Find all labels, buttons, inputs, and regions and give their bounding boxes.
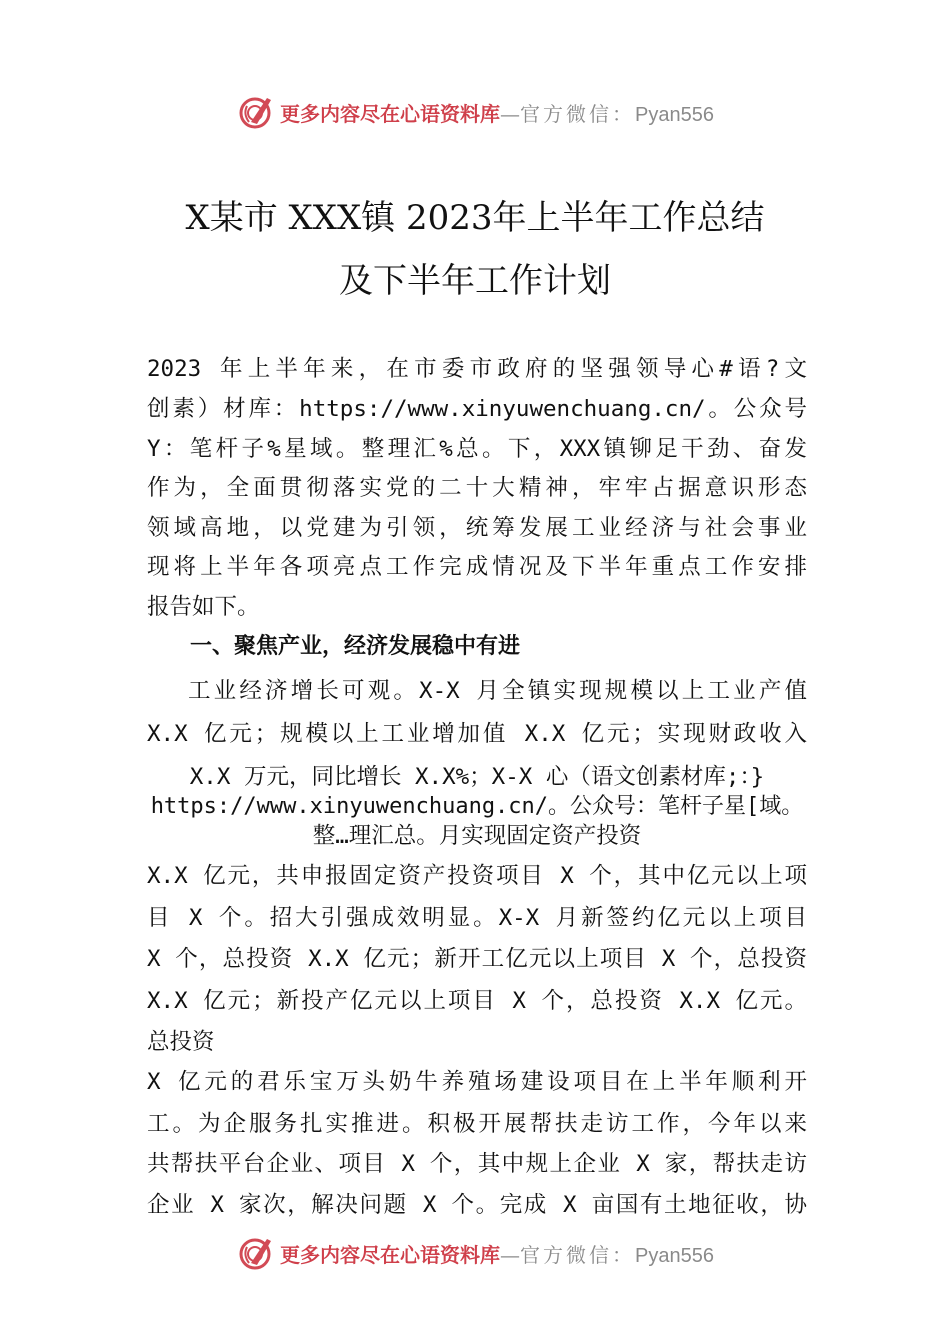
paragraph2-line: 共帮扶平台企业、项目 X 个，其中规上企业 X 家，帮扶走访	[147, 1151, 807, 1177]
banner-wechat-label: 官方微信：	[520, 102, 635, 126]
paragraph2-line: 工。为企服务扎实推进。积极开展帮扶走访工作，今年以来	[147, 1111, 807, 1137]
paragraph2-line: X 亿元的君乐宝万头奶牛养殖场建设项目在上半年顺利开	[147, 1069, 807, 1095]
paragraph1-line: 现将上半年各项亮点工作完成情况及下半年重点工作安排	[147, 554, 807, 580]
paragraph2-line: X.X 亿元，共申报固定资产投资项目 X 个，其中亿元以上项	[147, 863, 807, 889]
banner-separator: —	[500, 1243, 520, 1267]
banner-text	[280, 1239, 714, 1268]
banner-brand: 更多内容尽在心语资料库	[280, 102, 500, 126]
section-heading: 一、聚焦产业，经济发展稳中有进	[190, 634, 521, 659]
paragraph2-center-line: X.X 万元，同比增长 X.X%；X-X 心（语文创素材库;：}	[189, 764, 765, 790]
paragraph2-line: X.X 亿元；规模以上工业增加值 X.X 亿元；实现财政收入	[147, 721, 807, 747]
paragraph1-line: 报告如下。	[147, 594, 260, 620]
banner-wechat-label: 官方微信：	[520, 1243, 635, 1267]
paragraph1-line: Y：笔杆子%星域。整理汇%总。下，XXX镇铆足干劲、奋发	[147, 436, 807, 462]
paragraph2-line: 目 X 个。招大引强成效明显。X-X 月新签约亿元以上项目	[147, 905, 807, 931]
banner-wechat-id: Pyan556	[635, 1245, 714, 1267]
paragraph2-line: 总投资	[147, 1029, 215, 1055]
paragraph2-line: 工业经济增长可观。X-X 月全镇实现规模以上工业产值	[188, 678, 807, 704]
banner-text	[280, 98, 714, 127]
banner-brand: 更多内容尽在心语资料库	[280, 1243, 500, 1267]
paragraph2-center-line: https://www.xinyuwenchuang.cn/。公众号：笔杆子星[域。	[150, 794, 804, 819]
paragraph2-line: X.X 亿元；新投产亿元以上项目 X 个，总投资 X.X 亿元。	[147, 988, 807, 1014]
brush-logo-icon	[237, 1233, 277, 1273]
document-title-line2: 及下半年工作计划	[339, 261, 611, 301]
paragraph2-line: X 个，总投资 X.X 亿元；新开工亿元以上项目 X 个，总投资	[147, 946, 807, 972]
header-banner	[0, 92, 950, 136]
banner-separator: —	[500, 102, 520, 126]
banner-wechat-id: Pyan556	[635, 104, 714, 126]
paragraph2-line: 企业 X 家次，解决问题 X 个。完成 X 亩国有土地征收，协	[147, 1192, 807, 1218]
paragraph1-line: 2023 年上半年来，在市委市政府的坚强领导心#语?文	[147, 356, 807, 382]
paragraph1-line: 作为，全面贯彻落实党的二十大精神，牢牢占据意识形态	[147, 475, 807, 501]
brush-logo-icon	[237, 92, 277, 132]
paragraph2-center-line: 整…理汇总。月实现固定资产投资	[312, 823, 642, 849]
document-title-line1: X某市 XXX镇 2023年上半年工作总结	[185, 198, 765, 238]
footer-banner	[0, 1233, 950, 1277]
paragraph1-line: 领域高地，以党建为引领，统筹发展工业经济与社会事业	[147, 515, 807, 541]
paragraph1-line: 创素）材库：https://www.xinyuwenchuang.cn/。公众号	[147, 396, 807, 422]
